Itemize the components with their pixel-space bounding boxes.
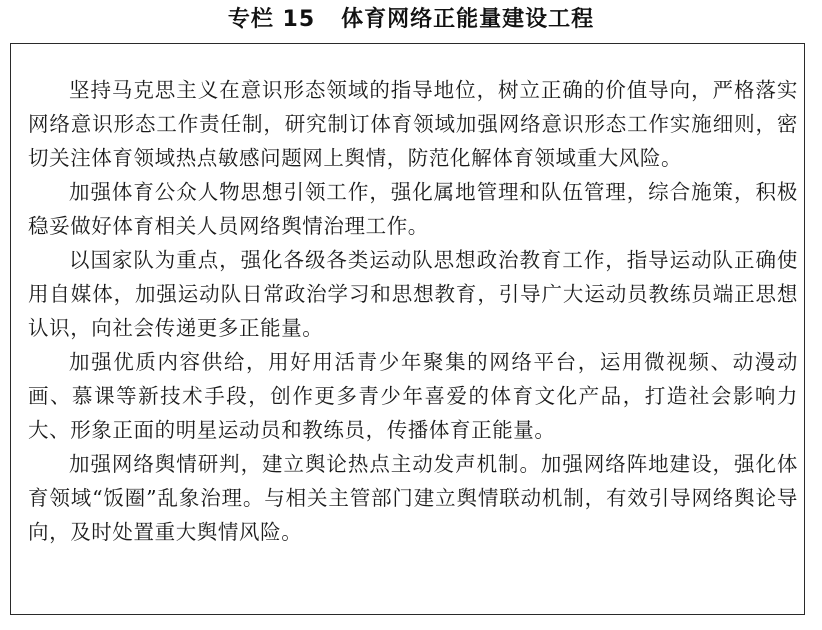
paragraph-1: 坚持马克思主义在意识形态领域的指导地位，树立正确的价值导向，严格落实网络意识形态工作责任制，研究制订体育领域加强网络意识形态工作实施细则，密切关注体育领域热点敏感问题网上舆情，防范化解体育领域重大风险。	[28, 78, 798, 170]
paragraph-2: 加强体育公众人物思想引领工作，强化属地管理和队伍管理，综合施策，积极稳妥做好体育相关人员网络舆情治理工作。	[28, 180, 798, 238]
paragraph-3: 以国家队为重点，强化各级各类运动队思想政治教育工作，指导运动队正确使用自媒体，加强运动队日常政治学习和思想教育，引导广大运动员教练员端正思想认识，向社会传递更多正能量。	[28, 248, 798, 340]
paragraph-4: 加强优质内容供给，用好用活青少年聚集的网络平台，运用微视频、动漫动画、慕课等新技术手段，创作更多青少年喜爱的体育文化产品，打造社会影响力大、形象正面的明星运动员和教练员，传播体育正能量。	[28, 350, 798, 442]
paragraph-5: 加强网络舆情研判，建立舆论热点主动发声机制。加强网络阵地建设，强化体育领域“饭圈”乱象治理。与相关主管部门建立舆情联动机制，有效引导网络舆论导向，及时处置重大舆情风险。	[28, 452, 798, 544]
column-body	[28, 73, 798, 549]
column-title: 专栏 15 体育网络正能量建设工程	[227, 7, 595, 32]
